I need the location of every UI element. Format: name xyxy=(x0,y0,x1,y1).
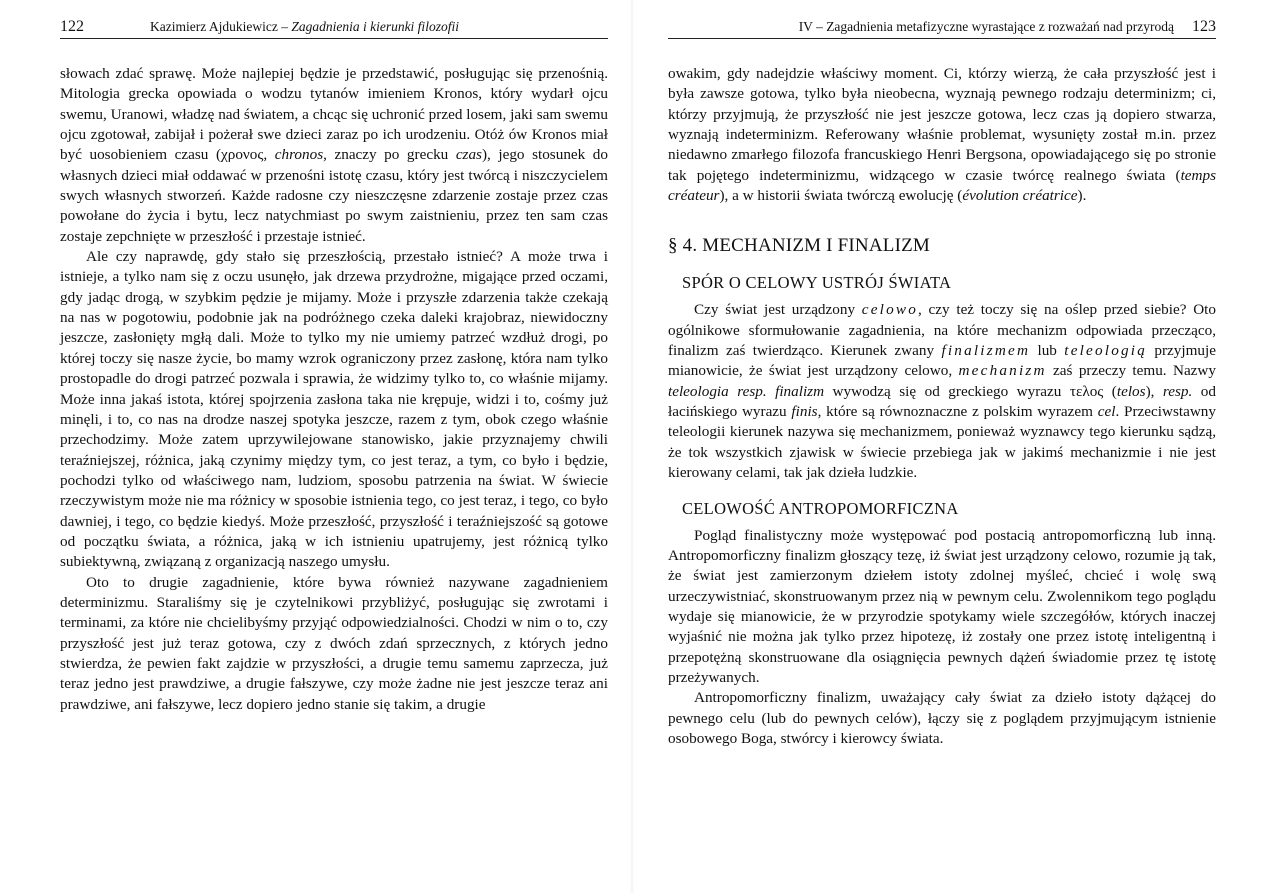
header-book-title: Zagadnienia i kierunki filozofii xyxy=(291,19,459,34)
italic-text: évolution créatrice xyxy=(962,187,1078,205)
spaced-term: finalizmem xyxy=(941,342,1031,360)
right-page-number: 123 xyxy=(1192,18,1216,35)
italic-text: telos xyxy=(1116,382,1146,400)
left-page-number: 122 xyxy=(60,18,84,35)
italic-text: finis xyxy=(791,403,818,421)
paragraph: Pogląd finalistyczny może występować pod postacią antropomorficzną lub inną. Antropomorficzny finalizm głoszący tezę, iż świat jest urządzony celowo, rozumie ją tak, że świat jest zamierzonym dziełem istoty zdolnej myśleć, chcieć i wolę swą urzeczywistniać, skonstruowanym przez nią w pewnym celu. Zwolennikom tego poglądu wydaje się mianowicie, że w przyrodzie spotykamy wiele szczegółów, których inaczej wyjaśnić nie można jak tylko przez hipotezę, iż zostały one przez istotę inteligentną i przepotężną skonstruowane dla osiągnięcia pewnych dążeń świadomie przez tę istotę przeżywanych. xyxy=(668,526,1216,686)
paragraph: Czy świat jest urządzony celowo, czy też toczy się na oślep przed siebie? Oto ogólnikowe sformułowanie zagadnienia, na które mechanizm odpowiada przecząco, finalizm zaś twierdząco. Kierunek zwany finalizmem lub teleologią przyjmuje mianowicie, że świat jest urządzony celowo, mechanizm zaś przeczy temu. Nazwy teleologia resp. finalizm wywodzą się od greckiego wyrazu τελος (telos), resp. od łacińskiego wyrazu finis, które są równoznaczne z polskim wyrazem cel. Przeciwstawny teleologii kierunek nazywa się mechanizmem, ponieważ wyznawcy tego kierunku sądzą, że tok wszystkich zjawisk w świecie przebiega jak w jakimś mechanizmie i nie jest kierowany celami, tak jak dzieła ludzkie. xyxy=(668,301,1216,482)
paragraph: Oto to drugie zagadnienie, które bywa również nazywane zagadnieniem determinizmu. Staraliśmy się je czytelnikowi przybliżyć, posługując się zwrotami i terminami, za które nie chcielibyśmy przyjąć odpowiedzialności. Chodzi w nim o to, czy przyszłość jest już teraz gotowa, czy z dwóch zdań sprzecznych, z których jedno stwierdza, że pewien fakt zajdzie w przyszłości, a drugie temu samemu zaprzecza, już teraz jedno jest prawdziwe, a drugie fałszywe, czy może żadne nie jest jeszcze teraz ani prawdziwe, ani fałszywe, lecz dopiero jedno stanie się takim, a drugie xyxy=(60,573,608,713)
spaced-term: celowo xyxy=(861,301,919,319)
spaced-term: teleologią xyxy=(1064,342,1148,360)
right-header-text: IV – Zagadnienia metafizyczne wyrastające z rozważań nad przyrodą xyxy=(798,19,1174,34)
paragraph: słowach zdać sprawę. Może najlepiej będzie je przedstawić, posługując się przenośnią. Mitologia grecka opowiada o wodzu tytanów imieniem Kronos, który wydarł ojcu swemu, Uranowi, władzę nad światem, a chcąc się uchronić przed losem, jaki sam swemu ojcu zgotował, zabijał i pożerał swe dzieci zaraz po ich urodzeniu. Otóż ów Kronos miał być uosobieniem czasu (χρονος, chronos, znaczy po grecku czas), jego stosunek do własnych dzieci miał oddawać w przenośni istotę czasu, który jest twórcą i niszczycielem swych własnych stworzeń. Każde radosne czy nieszczęsne zdarzenie zostaje przez czas powołane do życia i bytu, lecz natychmiast po swym zaistnieniu, przez ten sam czas zostaje zepchnięte w przeszłość i przestaje istnieć. xyxy=(60,65,608,245)
book-gutter xyxy=(630,0,634,893)
spaced-term: mechanizm xyxy=(958,362,1047,380)
subsection-title: SPÓR O CELOWY USTRÓJ ŚWIATA xyxy=(682,273,952,293)
paragraph: owakim, gdy nadejdzie właściwy moment. Ci, którzy wierzą, że cała przyszłość jest i była zawsze gotowa, tylko była nieobecna, wyznają pewnego rodzaju determinizm; ci, którzy przyjmują, że przyszłość nie jest jeszcze gotowa, lecz czas ją dopiero stwarza, wyznają indeterminizm. Referowany właśnie problemat, wysunięty został m.in. przez niedawno zmarłego filozofa francuskiego Henri Bergsona, opowiadającego się po stronie tak pojętego indeterminizmu, widzącego w czasie twórcę realnego świata (temps créateur), a w historii świata twórczą ewolucję (évolution créatrice). xyxy=(668,65,1216,205)
paragraph: Antropomorficzny finalizm, uważający cały świat za dzieło istoty dążącej do pewnego celu (lub do pewnych celów), łączy się z poglądem przyjmującym istnienie osobowego Boga, stwórcy i kierowcy świata. xyxy=(668,689,1216,747)
paragraph: Ale czy naprawdę, gdy stało się przeszłością, przestało istnieć? A może trwa i istnieje, a tylko nam się z oczu usunęło, jak drzewa przydrożne, migające przed oczami, gdy jadąc drogą, w szybkim pędzie je mijamy. Może i przyszłe zdarzenia także czekają na nas w pogotowiu, podobnie jak na podróżnego czeka daleki krajobraz, niewidoczny jeszcze, zasłonięty mgłą dali. Może to tylko my nie umiemy patrzeć wzdłuż drogi, po której toczy się nasze życie, bo mamy wzrok ograniczony przez zasłonę, która nam tylko prostopadle do drogi patrzeć pozwala i sprawia, że widzimy tylko to, co właśnie mijamy. Może inna jakaś istota, której spojrzenia zasłona taka nie krępuje, widzi i to, cośmy już minęli, i to, co nas na drodze naszej spotyka jeszcze, razem z tym, obok czego właśnie przechodzimy. Może zatem uprzywilejowane stanowisko, jakie przyznajemy chwili teraźniejszej, różnica, jaką czynimy między tym, co jest teraz, a tym, co było i będzie, pochodzi tylko od właściwego nam, ludziom, sposobu patrzenia na świat. W świecie rzeczywistym może nie ma różnicy w sposobie istnienia tego, co jest teraz, i tego, co było dawniej, i tego, co będzie kiedyś. Może przeszłość, przyszłość i teraźniejszość są gotowe od początku świata, a różnica, jaką w ich istnieniu upatrujemy, jest różnicą tylko subiektywną, związaną z organizacją naszego umysłu. xyxy=(60,248,608,571)
subsection-title: CELOWOŚĆ ANTROPOMORFICZNA xyxy=(682,498,959,518)
right-running-header xyxy=(668,16,1216,39)
italic-text: chronos xyxy=(274,146,324,164)
left-running-header xyxy=(60,16,608,39)
right-page-body xyxy=(668,64,1216,749)
header-author: Kazimierz Ajdukiewicz – xyxy=(150,19,292,34)
italic-text: temps créateur xyxy=(668,166,1216,205)
left-page xyxy=(60,0,608,893)
right-page xyxy=(668,0,1216,893)
left-header-text xyxy=(150,16,459,38)
left-page-body xyxy=(60,64,608,715)
section-heading: § 4. MECHANIZM I FINALIZM xyxy=(668,235,931,257)
italic-text: czas xyxy=(455,146,482,164)
italic-text: resp. xyxy=(1162,382,1193,400)
italic-text: teleologia resp. finalizm xyxy=(668,382,825,400)
italic-text: cel xyxy=(1097,403,1116,421)
